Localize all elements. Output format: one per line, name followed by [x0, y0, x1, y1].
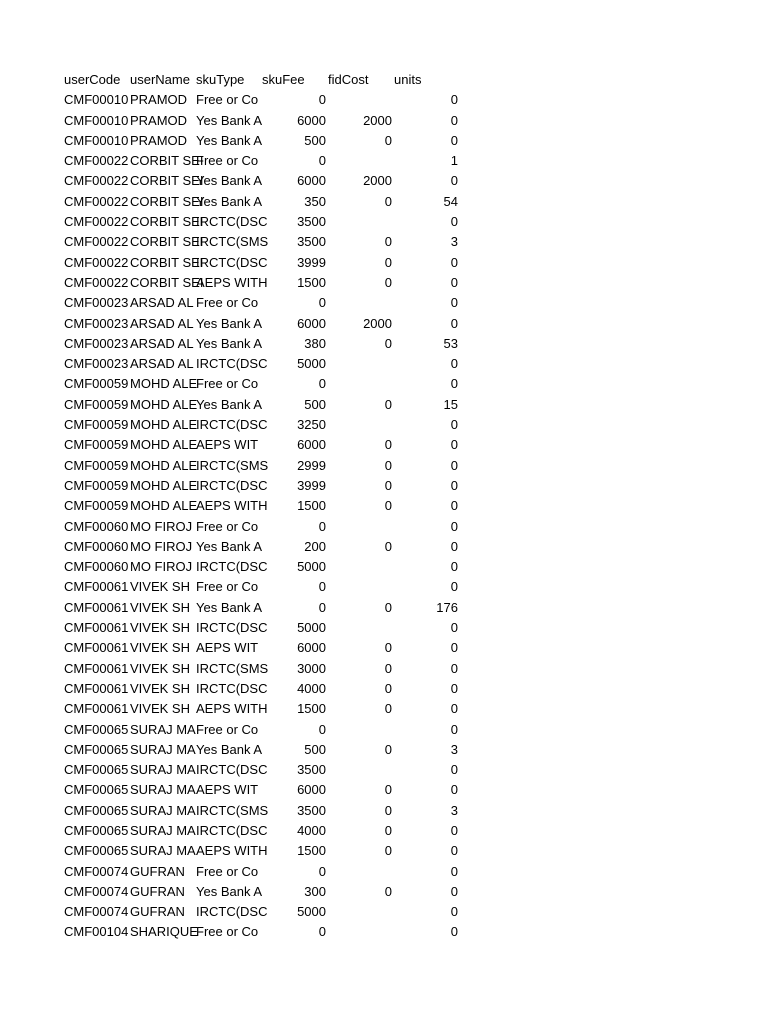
cell-skutype: Free or Co: [196, 518, 259, 534]
cell-username: MOHD ALE: [130, 417, 198, 433]
header-skufee: skuFee: [262, 72, 305, 87]
cell-fidcost: [326, 557, 392, 577]
cell-fidcost: 0: [384, 437, 392, 453]
cell-skutype: IRCTC(DSC: [196, 417, 268, 433]
cell-fidcost: 0: [384, 274, 392, 290]
cell-skutype: AEPS WITH: [196, 701, 268, 717]
cell-usercode: CMF00065: [64, 762, 129, 778]
cell-skufee: 3500: [297, 234, 326, 250]
cell-username: VIVEK SH: [130, 701, 190, 717]
cell-fidcost: [326, 577, 392, 597]
cell-username: ARSAD AL: [130, 335, 194, 351]
cell-fidcost: 0: [384, 498, 392, 514]
cell-usercode: CMF00059: [64, 477, 129, 493]
cell-usercode: CMF00022: [64, 254, 129, 270]
cell-skutype: AEPS WIT: [196, 782, 259, 798]
cell-username: PRAMOD: [130, 132, 188, 148]
cell-units: 0: [450, 132, 458, 148]
cell-skutype: Free or Co: [196, 924, 259, 940]
cell-skutype: IRCTC(DSC: [196, 559, 268, 575]
cell-usercode: CMF00061: [64, 599, 129, 615]
cell-skutype: Yes Bank A: [196, 396, 263, 412]
cell-usercode: CMF00059: [64, 396, 129, 412]
cell-units: 0: [450, 721, 458, 737]
cell-skufee: 5000: [297, 356, 326, 372]
cell-username: VIVEK SH: [130, 680, 190, 696]
cell-fidcost: 0: [384, 254, 392, 270]
cell-skutype: AEPS WIT: [196, 640, 259, 656]
cell-usercode: CMF00104: [64, 924, 129, 940]
cell-usercode: CMF00061: [64, 620, 129, 636]
cell-usercode: CMF00060: [64, 518, 129, 534]
cell-units: 0: [450, 518, 458, 534]
cell-fidcost: [326, 720, 392, 740]
cell-fidcost: 0: [384, 457, 392, 473]
cell-username: VIVEK SH: [130, 660, 190, 676]
cell-skutype: IRCTC(DSC: [196, 214, 268, 230]
cell-skutype: Free or Co: [196, 376, 259, 392]
cell-units: 54: [443, 193, 458, 209]
cell-units: 0: [450, 843, 458, 859]
cell-skufee: 6000: [297, 112, 326, 128]
cell-username: SURAJ MA: [130, 802, 196, 818]
cell-username: VIVEK SH: [130, 620, 190, 636]
cell-skufee: 6000: [297, 315, 326, 331]
cell-units: 0: [450, 498, 458, 514]
cell-skufee: 5000: [297, 904, 326, 920]
cell-skufee: 0: [318, 376, 326, 392]
cell-username: CORBIT SEI: [130, 193, 204, 209]
cell-usercode: CMF00061: [64, 701, 129, 717]
cell-fidcost: 0: [384, 782, 392, 798]
cell-units: 0: [450, 254, 458, 270]
cell-units: 0: [450, 315, 458, 331]
cell-skutype: Yes Bank A: [196, 741, 263, 757]
cell-units: 0: [450, 782, 458, 798]
cell-units: 3: [450, 234, 458, 250]
cell-usercode: CMF00022: [64, 153, 129, 169]
cell-units: 3: [450, 741, 458, 757]
cell-username: CORBIT SEI: [130, 274, 204, 290]
cell-skufee: 0: [318, 721, 326, 737]
cell-usercode: CMF00023: [64, 315, 129, 331]
cell-units: 0: [450, 680, 458, 696]
cell-usercode: CMF00061: [64, 640, 129, 656]
cell-units: 53: [443, 335, 458, 351]
cell-units: 0: [450, 376, 458, 392]
cell-skutype: Yes Bank A: [196, 335, 263, 351]
cell-units: 0: [450, 477, 458, 493]
cell-username: SURAJ MA: [130, 843, 196, 859]
header-username: userName: [130, 72, 190, 87]
cell-fidcost: [326, 415, 392, 435]
cell-fidcost: 0: [384, 396, 392, 412]
cell-fidcost: 0: [384, 193, 392, 209]
cell-username: CORBIT SEI: [130, 254, 204, 270]
cell-units: 0: [450, 538, 458, 554]
cell-usercode: CMF00022: [64, 234, 129, 250]
cell-skufee: 3999: [297, 477, 326, 493]
cell-usercode: CMF00065: [64, 721, 129, 737]
cell-fidcost: 0: [384, 680, 392, 696]
cell-skutype: IRCTC(SMS: [196, 234, 269, 250]
cell-fidcost: 2000: [363, 112, 392, 128]
cell-username: VIVEK SH: [130, 579, 190, 595]
cell-skufee: 6000: [297, 640, 326, 656]
cell-username: SHARIQUE: [130, 924, 198, 940]
cell-skufee: 0: [318, 863, 326, 879]
cell-usercode: CMF00059: [64, 417, 129, 433]
cell-fidcost: 0: [384, 234, 392, 250]
cell-units: 176: [436, 599, 458, 615]
cell-units: 0: [450, 417, 458, 433]
cell-units: 0: [450, 173, 458, 189]
cell-units: 0: [450, 883, 458, 899]
cell-usercode: CMF00074: [64, 904, 129, 920]
header-units: units: [394, 72, 422, 87]
cell-usercode: CMF00060: [64, 538, 129, 554]
cell-skufee: 0: [318, 295, 326, 311]
cell-fidcost: [326, 354, 392, 374]
header-skutype: skuType: [196, 72, 245, 87]
cell-fidcost: [326, 374, 392, 394]
cell-usercode: CMF00010: [64, 132, 129, 148]
cell-fidcost: [326, 90, 392, 110]
cell-skufee: 200: [304, 538, 326, 554]
cell-fidcost: 0: [384, 843, 392, 859]
cell-fidcost: [326, 618, 392, 638]
cell-units: 0: [450, 701, 458, 717]
cell-usercode: CMF00022: [64, 274, 129, 290]
cell-units: 0: [450, 112, 458, 128]
cell-skufee: 1500: [297, 701, 326, 717]
cell-username: ARSAD AL: [130, 356, 194, 372]
cell-skutype: AEPS WITH: [196, 274, 268, 290]
cell-skufee: 0: [318, 579, 326, 595]
cell-username: SURAJ MA: [130, 822, 196, 838]
cell-skutype: AEPS WITH: [196, 498, 268, 514]
cell-usercode: CMF00074: [64, 863, 129, 879]
cell-usercode: CMF00059: [64, 457, 129, 473]
cell-skufee: 1500: [297, 274, 326, 290]
cell-skutype: IRCTC(SMS: [196, 660, 269, 676]
cell-skufee: 0: [318, 518, 326, 534]
cell-units: 0: [450, 559, 458, 575]
cell-skutype: Free or Co: [196, 295, 259, 311]
cell-skufee: 5000: [297, 559, 326, 575]
cell-skutype: Yes Bank A: [196, 315, 263, 331]
cell-fidcost: [326, 862, 392, 882]
header-usercode: userCode: [64, 72, 121, 87]
cell-skufee: 300: [304, 883, 326, 899]
cell-skutype: Free or Co: [196, 863, 259, 879]
cell-fidcost: 0: [384, 822, 392, 838]
cell-usercode: CMF00023: [64, 356, 129, 372]
cell-units: 0: [450, 356, 458, 372]
cell-units: 0: [450, 904, 458, 920]
cell-skufee: 1500: [297, 843, 326, 859]
cell-username: ARSAD AL: [130, 295, 194, 311]
cell-skutype: Free or Co: [196, 92, 259, 108]
cell-username: MOHD ALE: [130, 437, 198, 453]
cell-skufee: 4000: [297, 680, 326, 696]
cell-skufee: 0: [318, 599, 326, 615]
cell-usercode: CMF00065: [64, 822, 129, 838]
cell-usercode: CMF00065: [64, 802, 129, 818]
cell-skutype: Free or Co: [196, 153, 259, 169]
cell-username: GUFRAN: [130, 863, 185, 879]
cell-fidcost: 0: [384, 132, 392, 148]
cell-skufee: 2999: [297, 457, 326, 473]
cell-username: CORBIT SEI: [130, 173, 204, 189]
cell-usercode: CMF00010: [64, 92, 129, 108]
cell-skufee: 3250: [297, 417, 326, 433]
cell-units: 0: [450, 660, 458, 676]
cell-username: MOHD ALE: [130, 376, 198, 392]
cell-fidcost: 0: [384, 538, 392, 554]
cell-units: 0: [450, 762, 458, 778]
cell-skufee: 3500: [297, 214, 326, 230]
cell-units: 0: [450, 437, 458, 453]
cell-skutype: IRCTC(DSC: [196, 254, 268, 270]
cell-username: MOHD ALE: [130, 396, 198, 412]
cell-username: MO FIROJ: [130, 538, 193, 554]
cell-skutype: IRCTC(DSC: [196, 477, 268, 493]
cell-fidcost: 0: [384, 802, 392, 818]
cell-skufee: 500: [304, 132, 326, 148]
cell-skufee: 1500: [297, 498, 326, 514]
cell-usercode: CMF00022: [64, 173, 129, 189]
cell-skufee: 0: [318, 924, 326, 940]
cell-skutype: IRCTC(SMS: [196, 457, 269, 473]
header-fidcost: fidCost: [328, 72, 369, 87]
cell-skutype: Free or Co: [196, 721, 259, 737]
cell-fidcost: [326, 212, 392, 232]
cell-fidcost: [326, 517, 392, 537]
cell-usercode: CMF00010: [64, 112, 129, 128]
cell-usercode: CMF00065: [64, 782, 129, 798]
cell-skufee: 5000: [297, 620, 326, 636]
cell-usercode: CMF00022: [64, 193, 129, 209]
cell-units: 0: [450, 579, 458, 595]
cell-username: MO FIROJ: [130, 559, 193, 575]
cell-skutype: Yes Bank A: [196, 883, 263, 899]
cell-username: PRAMOD: [130, 112, 188, 128]
cell-usercode: CMF00023: [64, 335, 129, 351]
cell-usercode: CMF00074: [64, 883, 129, 899]
cell-username: MO FIROJ: [130, 518, 193, 534]
cell-skufee: 3500: [297, 762, 326, 778]
cell-units: 0: [450, 863, 458, 879]
cell-units: 0: [450, 924, 458, 940]
cell-skufee: 380: [304, 335, 326, 351]
cell-skutype: Free or Co: [196, 579, 259, 595]
cell-username: SURAJ MA: [130, 782, 196, 798]
cell-units: 3: [450, 802, 458, 818]
cell-username: CORBIT SEI: [130, 214, 204, 230]
cell-units: 0: [450, 295, 458, 311]
cell-skutype: IRCTC(DSC: [196, 620, 268, 636]
cell-fidcost: 0: [384, 883, 392, 899]
cell-usercode: CMF00023: [64, 295, 129, 311]
cell-skutype: AEPS WITH: [196, 843, 268, 859]
cell-usercode: CMF00061: [64, 579, 129, 595]
cell-skufee: 6000: [297, 173, 326, 189]
cell-usercode: CMF00059: [64, 498, 129, 514]
cell-skutype: Yes Bank A: [196, 193, 263, 209]
cell-username: SURAJ MA: [130, 721, 196, 737]
cell-skufee: 3500: [297, 802, 326, 818]
cell-fidcost: 2000: [363, 315, 392, 331]
cell-username: PRAMOD: [130, 92, 188, 108]
cell-username: VIVEK SH: [130, 599, 190, 615]
cell-usercode: CMF00022: [64, 214, 129, 230]
cell-units: 0: [450, 457, 458, 473]
cell-skufee: 4000: [297, 822, 326, 838]
cell-skutype: IRCTC(DSC: [196, 680, 268, 696]
cell-usercode: CMF00061: [64, 680, 129, 696]
cell-skutype: AEPS WIT: [196, 437, 259, 453]
cell-skufee: 350: [304, 193, 326, 209]
cell-units: 15: [443, 396, 458, 412]
cell-username: VIVEK SH: [130, 640, 190, 656]
cell-username: SURAJ MA: [130, 762, 196, 778]
cell-units: 0: [450, 620, 458, 636]
cell-username: CORBIT SEI: [130, 153, 204, 169]
cell-usercode: CMF00065: [64, 741, 129, 757]
cell-skutype: IRCTC(DSC: [196, 822, 268, 838]
cell-usercode: CMF00065: [64, 843, 129, 859]
cell-usercode: CMF00061: [64, 660, 129, 676]
cell-skufee: 500: [304, 741, 326, 757]
cell-skutype: Yes Bank A: [196, 112, 263, 128]
cell-fidcost: 0: [384, 640, 392, 656]
cell-units: 0: [450, 214, 458, 230]
cell-usercode: CMF00059: [64, 437, 129, 453]
cell-skutype: Yes Bank A: [196, 599, 263, 615]
cell-skufee: 0: [318, 92, 326, 108]
cell-skutype: IRCTC(DSC: [196, 762, 268, 778]
cell-fidcost: 0: [384, 660, 392, 676]
cell-fidcost: [326, 760, 392, 780]
cell-fidcost: 2000: [363, 173, 392, 189]
cell-fidcost: 0: [384, 701, 392, 717]
cell-skufee: 0: [318, 153, 326, 169]
cell-username: SURAJ MA: [130, 741, 196, 757]
cell-units: 0: [450, 274, 458, 290]
cell-username: CORBIT SEI: [130, 234, 204, 250]
cell-skufee: 6000: [297, 782, 326, 798]
cell-username: GUFRAN: [130, 883, 185, 899]
cell-username: GUFRAN: [130, 904, 185, 920]
cell-units: 0: [450, 640, 458, 656]
cell-units: 0: [450, 92, 458, 108]
cell-units: 0: [450, 822, 458, 838]
cell-fidcost: 0: [384, 741, 392, 757]
cell-skufee: 6000: [297, 437, 326, 453]
cell-username: MOHD ALE: [130, 477, 198, 493]
cell-fidcost: 0: [384, 599, 392, 615]
cell-usercode: CMF00060: [64, 559, 129, 575]
cell-skutype: IRCTC(DSC: [196, 356, 268, 372]
cell-skufee: 3000: [297, 660, 326, 676]
cell-username: ARSAD AL: [130, 315, 194, 331]
cell-skutype: Yes Bank A: [196, 132, 263, 148]
cell-skutype: Yes Bank A: [196, 538, 263, 554]
cell-username: MOHD ALE: [130, 457, 198, 473]
cell-fidcost: 0: [384, 335, 392, 351]
cell-fidcost: [326, 902, 392, 922]
cell-fidcost: [326, 293, 392, 313]
cell-fidcost: [326, 151, 392, 171]
cell-username: MOHD ALE: [130, 498, 198, 514]
cell-units: 1: [450, 153, 458, 169]
cell-fidcost: [326, 922, 392, 942]
cell-skufee: 3999: [297, 254, 326, 270]
cell-skutype: IRCTC(SMS: [196, 802, 269, 818]
cell-fidcost: 0: [384, 477, 392, 493]
cell-skutype: IRCTC(DSC: [196, 904, 268, 920]
cell-skutype: Yes Bank A: [196, 173, 263, 189]
cell-usercode: CMF00059: [64, 376, 129, 392]
cell-skufee: 500: [304, 396, 326, 412]
